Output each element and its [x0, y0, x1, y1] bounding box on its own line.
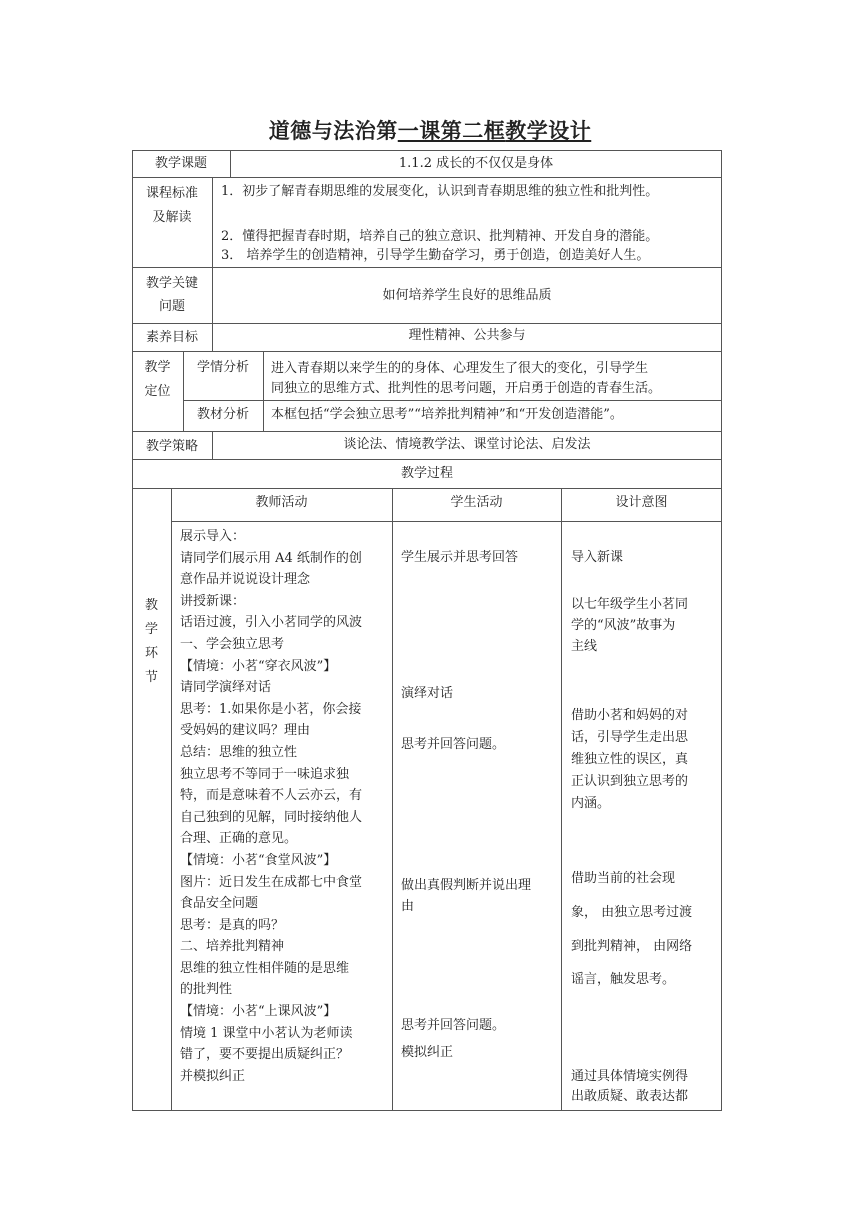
standard-item: 1．初步了解青春期思维的发展变化，认识到青春期思维的独立性和批判性。 [221, 184, 659, 199]
design-intent-line: 话，引导学生走出思 [571, 730, 689, 745]
teacher-line: 请同学们展示用 A4 纸制作的创 [180, 550, 362, 566]
teacher-line: 并模拟纠正 [180, 1068, 246, 1084]
design-intent-line: 主线 [571, 639, 598, 654]
teacher-activity [180, 526, 388, 1087]
learner-analysis-text: 同独立的思维方式、批判性的思考问题，开启勇于创造的青春生活。 [271, 381, 662, 396]
strategy-value: 谈论法、情境教学法、课堂讨论法、启发法 [343, 437, 591, 452]
design-intent-line: 维独立性的误区，真 [571, 752, 689, 767]
literacy-value: 理性精神、公共参与 [408, 328, 526, 343]
design-intent-line: 到批判精神， 由网络 [571, 939, 693, 954]
learner-analysis-label: 学情分析 [196, 360, 249, 375]
teacher-line: 独立思考不等同于一味追求独 [180, 766, 350, 782]
topic-label: 教学课题 [154, 156, 207, 171]
teacher-line: 【情境：小茗“上课风波”】 [180, 1004, 337, 1020]
teacher-line: 错了，要不要提出质疑纠正？ [180, 1047, 350, 1063]
stage-label-char: 环 [144, 646, 158, 661]
col-header-teacher: 教师活动 [255, 495, 308, 510]
student-activity-item: 思考并回答问题。 [401, 1018, 506, 1033]
material-analysis-text: 本框包括“学会独立思考”“培养批判精神”和“开发创造潜能”。 [271, 407, 623, 422]
design-intent-line: 导入新课 [571, 550, 624, 565]
stage-label-char: 节 [144, 670, 158, 685]
teacher-line: 受妈妈的建议吗？理由 [180, 723, 311, 739]
teacher-line: 食品安全问题 [180, 896, 259, 912]
student-activity-item: 模拟纠正 [401, 1045, 454, 1060]
design-intent-line: 借助当前的社会现 [571, 871, 676, 886]
design-intent-line: 借助小茗和妈妈的对 [571, 708, 689, 723]
design-intent-line: 谣言，触发思考。 [571, 972, 676, 987]
col-header-student: 学生活动 [450, 495, 503, 510]
standard-label: 课程标准 [145, 186, 198, 201]
learner-analysis-text: 进入青春期以来学生的的身体、心理发生了很大的变化，引导学生 [271, 361, 649, 376]
teacher-line: 二、培养批判精神 [180, 939, 285, 955]
teacher-line: 展示导入： [180, 529, 246, 544]
standard-item: 2．懂得把握青春时期，培养自己的独立意识、批判精神、开发自身的潜能。 [221, 229, 659, 244]
teacher-line: 一、学会独立思考 [180, 636, 285, 652]
stage-label-char: 学 [144, 622, 158, 637]
design-intent-line: 通过具体情境实例得 [571, 1069, 689, 1084]
teacher-line: 意作品并说说设计理念 [180, 572, 311, 588]
stage-label-char: 教 [144, 598, 158, 613]
col-header-design: 设计意图 [615, 495, 668, 510]
teacher-line: 的批判性 [180, 982, 233, 998]
student-activity-item: 由 [401, 899, 415, 914]
design-intent-line: 内涵。 [571, 796, 611, 811]
teacher-line: 请同学演绎对话 [180, 680, 272, 696]
student-activity-item: 学生展示并思考回答 [401, 550, 519, 565]
design-intent-line: 正认识到独立思考的 [571, 774, 689, 789]
student-activity-item: 演绎对话 [401, 686, 454, 701]
design-intent-line: 象， 由独立思考过渡 [571, 905, 693, 920]
strategy-label: 教学策略 [145, 439, 198, 454]
position-label: 教学 [144, 360, 171, 375]
teacher-line: 自己独到的见解，同时接纳他人 [180, 809, 363, 825]
teacher-line: 【情境：小茗“穿衣风波”】 [180, 658, 337, 674]
student-activity-item: 做出真假判断并说出理 [401, 878, 532, 893]
teacher-line: 讲授新课： [180, 593, 246, 609]
teacher-line: 思考：是真的吗？ [180, 917, 285, 933]
key-question-value: 如何培养学生良好的思维品质 [382, 288, 552, 303]
process-heading: 教学过程 [400, 466, 453, 481]
material-analysis-label: 教材分析 [196, 407, 249, 422]
literacy-label: 素养目标 [145, 330, 198, 345]
student-activity-item: 思考并回答问题。 [401, 737, 506, 752]
teacher-line: 思维的独立性相伴随的是思维 [180, 960, 350, 976]
topic-value: 1.1.2 成长的不仅仅是身体 [398, 156, 554, 171]
teacher-line: 图片：近日发生在成都七中食堂 [180, 874, 363, 890]
design-intent-line: 以七年级学生小茗同 [571, 597, 689, 612]
key-question-label: 问题 [158, 299, 185, 314]
page-title: 道德与法治第一课第二框教学设计 [268, 119, 592, 143]
teacher-line: 情境 1 课堂中小茗认为老师读 [180, 1025, 353, 1041]
key-question-label: 教学关键 [145, 276, 198, 291]
teacher-line: 【情境：小茗“食堂风波”】 [180, 852, 337, 868]
position-label: 定位 [144, 384, 171, 399]
design-intent-line: 出敢质疑、敢表达都 [571, 1089, 689, 1104]
design-intent-line: 学的“风波”故事为 [571, 618, 676, 633]
teacher-line: 话语过渡，引入小茗同学的风波 [180, 615, 363, 631]
teacher-line: 思考：1.如果你是小茗，你会接 [180, 701, 362, 717]
teacher-line: 合理、正确的意见。 [180, 831, 298, 847]
teacher-line: 特，而是意味着不人云亦云，有 [180, 788, 363, 804]
teacher-line: 总结：思维的独立性 [180, 744, 298, 760]
standard-item: 3． 培养学生的创造精神，引导学生勤奋学习，勇于创造，创造美好人生。 [221, 248, 650, 263]
standard-label: 及解读 [152, 210, 192, 225]
